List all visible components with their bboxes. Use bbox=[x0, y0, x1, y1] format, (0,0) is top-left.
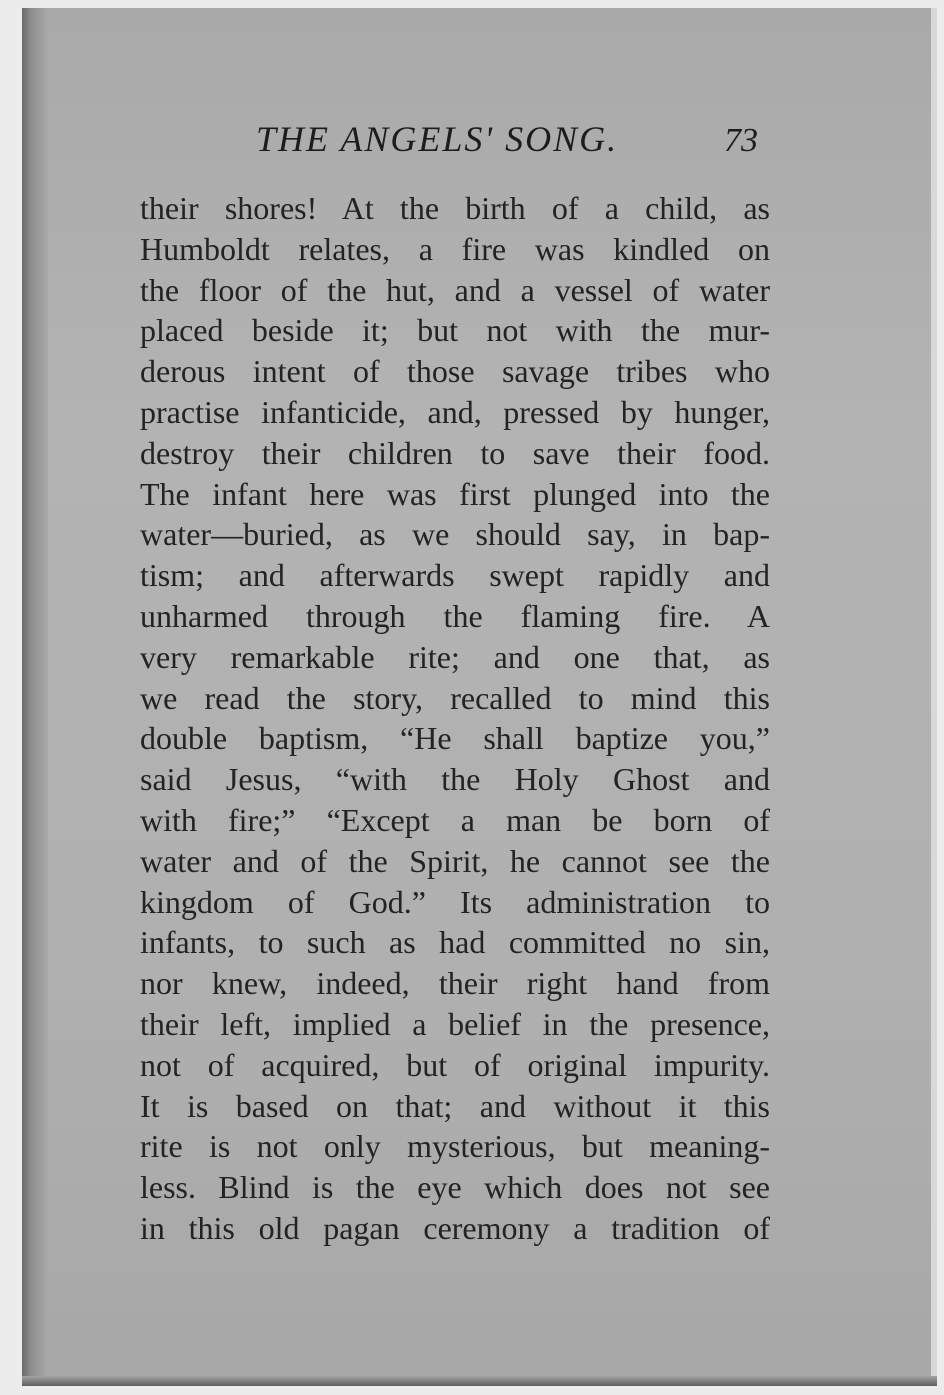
text-line: their shores! At the birth of a child, as bbox=[140, 190, 770, 226]
text-line: tism; and afterwards swept rapidly and bbox=[140, 557, 770, 594]
text-line: very remarkable rite; and one that, as bbox=[140, 638, 770, 675]
text-line: nor knew, indeed, their right hand from bbox=[140, 965, 770, 1002]
text-line: water and of the Spirit, he cannot see the bbox=[140, 842, 770, 879]
text-line: the floor of the hut, and a vessel of water bbox=[140, 271, 770, 308]
text-line: derous intent of those savage tribes who bbox=[140, 353, 770, 390]
text-line: practise infanticide, and, pressed by hunger, bbox=[140, 393, 770, 430]
text-line: destroy their children to save their food. bbox=[140, 434, 770, 471]
text-line: less. Blind is the eye which does not see bbox=[140, 1169, 770, 1206]
text-line: not of acquired, but of original impurity. bbox=[140, 1046, 770, 1083]
running-head bbox=[236, 114, 766, 164]
running-title: THE ANGELS' SONG. bbox=[256, 119, 619, 159]
text-line: said Jesus, “with the Holy Ghost and bbox=[140, 761, 770, 798]
page-number: 73 bbox=[724, 122, 758, 159]
text-line: their left, implied a belief in the presence, bbox=[140, 1005, 770, 1042]
text-line: we read the story, recalled to mind this bbox=[140, 679, 770, 716]
page-right-edge bbox=[931, 8, 937, 1386]
text-line: kingdom of God.” Its administration to bbox=[140, 883, 770, 920]
text-line: in this old pagan ceremony a tradition of bbox=[140, 1209, 770, 1246]
text-line: Humboldt relates, a fire was kindled on bbox=[140, 230, 770, 267]
text-line: It is based on that; and without it this bbox=[140, 1087, 770, 1124]
text-line: The infant here was first plunged into the bbox=[140, 475, 770, 512]
text-line: rite is not only mysterious, but meaning- bbox=[140, 1128, 770, 1165]
text-line: infants, to such as had committed no sin, bbox=[140, 924, 770, 961]
text-line: double baptism, “He shall baptize you,” bbox=[140, 720, 770, 757]
text-line: unharmed through the flaming fire. A bbox=[140, 597, 770, 634]
text-line: with fire;” “Except a man be born of bbox=[140, 801, 770, 838]
body-text bbox=[140, 188, 770, 1249]
text-line: water—buried, as we should say, in bap- bbox=[140, 516, 770, 553]
page-spine-shadow bbox=[22, 8, 48, 1386]
page-bottom-edge bbox=[22, 1376, 937, 1386]
text-line: placed beside it; but not with the mur- bbox=[140, 312, 770, 349]
